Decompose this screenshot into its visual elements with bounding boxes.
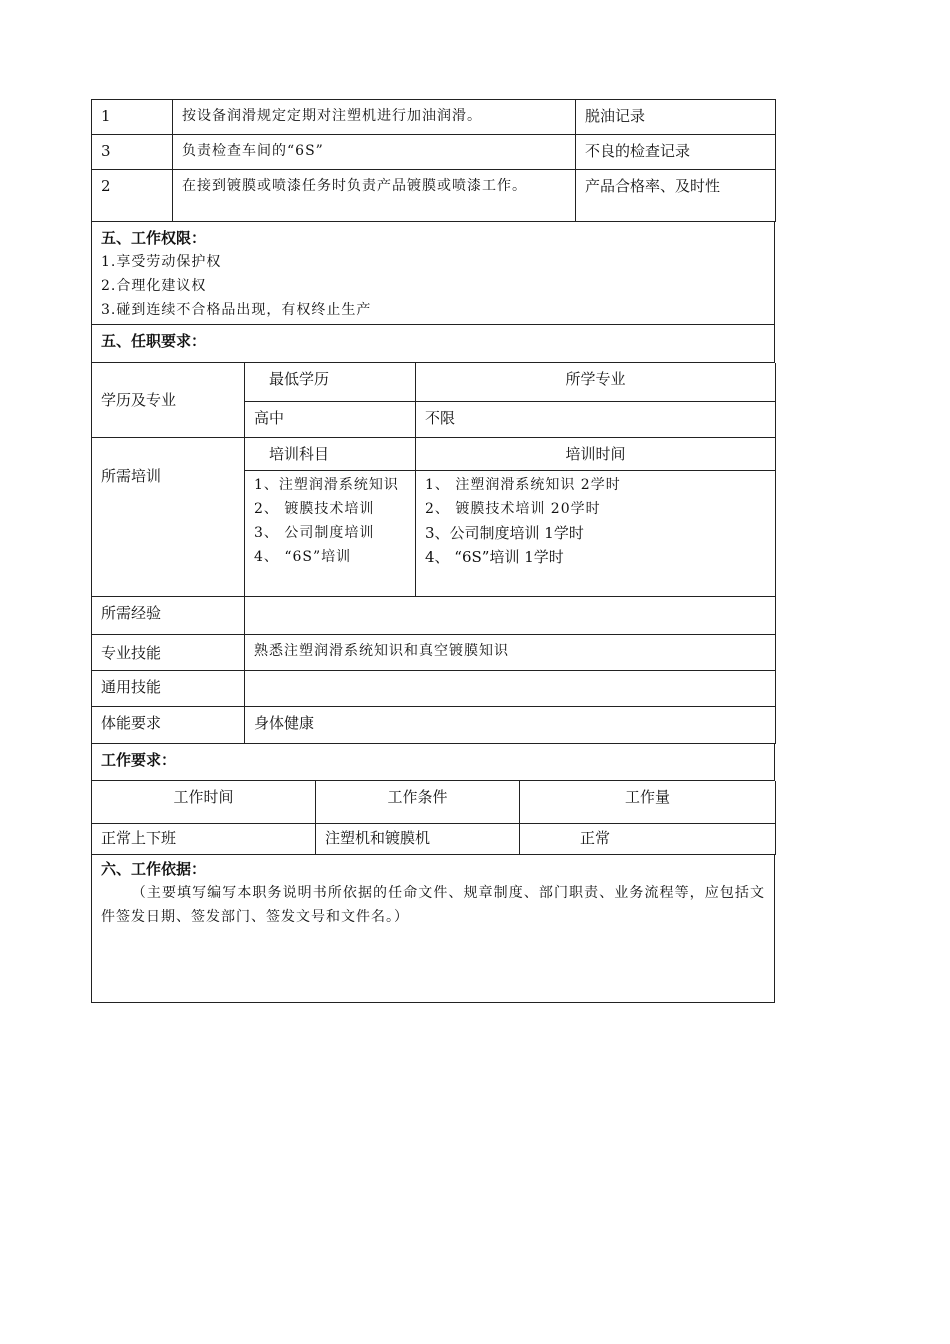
major-header: 所学专业 [416,363,776,401]
work-table [91,781,776,855]
work-header-time: 工作时间 [92,781,316,823]
authority-item: 1.享受劳动保护权 [101,254,222,270]
requirements-table [91,363,776,744]
duties-table [91,99,776,222]
skill-value: 熟悉注塑润滑系统知识和真空镀膜知识 [245,634,776,670]
major-value: 不限 [416,401,776,437]
work-value-amount: 正常 [520,823,776,854]
physical-value: 身体健康 [245,706,776,743]
training-subjects [245,470,416,596]
general-value [245,670,776,706]
experience-value [245,596,776,634]
subject-header: 培训科目 [245,437,416,470]
duty-content: 按设备润滑规定定期对注塑机进行加油润滑。 [173,100,576,135]
basis-text: （主要填写编写本职务说明书所依据的任命文件、规章制度、部门职责、业务流程等，应包括文件签发日期、签发部门、签发文号和文件名。） [101,884,765,925]
list-item: 2、 镀膜技术培训 [254,500,375,517]
authority-title: 五、工作权限： [101,229,207,247]
time-header: 培训时间 [416,437,776,470]
work-header-condition: 工作条件 [316,781,520,823]
work-value-time: 正常上下班 [92,823,316,854]
table-row [92,100,776,135]
experience-label: 所需经验 [92,596,245,634]
training-label: 所需培训 [92,437,245,596]
training-times [416,470,776,596]
min-edu-header: 最低学历 [245,363,416,401]
duty-number: 1 [92,100,173,135]
duty-content: 负责检查车间的“6S” [173,135,576,170]
table-row [92,135,776,170]
duty-standard: 脱油记录 [576,100,776,135]
min-edu-value: 高中 [245,401,416,437]
duty-number: 3 [92,135,173,170]
list-item: 2、 镀膜技术培训 20学时 [425,500,601,517]
list-item: 4、 “6S”培训 1学时 [425,547,564,566]
duty-content: 在接到镀膜或喷漆任务时负责产品镀膜或喷漆工作。 [173,170,576,222]
requirements-title: 五、任职要求： [92,325,775,363]
list-item: 3、公司制度培训 1学时 [425,523,584,542]
basis-section [91,855,775,1004]
work-header-amount: 工作量 [520,781,776,823]
work-value-condition: 注塑机和镀膜机 [316,823,520,854]
work-section [91,744,775,782]
duty-number: 2 [92,170,173,222]
work-title: 工作要求： [92,744,775,781]
list-item: 3、 公司制度培训 [254,524,375,541]
duty-standard: 产品合格率、及时性 [576,170,776,222]
authority-section [91,222,775,363]
basis-title: 六、工作依据： [101,859,207,878]
list-item: 1、注塑润滑系统知识 [254,476,399,493]
duty-standard: 不良的检查记录 [576,135,776,170]
list-item: 1、 注塑润滑系统知识 2学时 [425,476,621,493]
job-description-document [91,99,775,1003]
education-label: 学历及专业 [92,363,245,437]
general-label: 通用技能 [92,670,245,706]
authority-item: 2.合理化建议权 [101,278,207,294]
physical-label: 体能要求 [92,706,245,743]
table-row [92,170,776,222]
authority-item: 3.碰到连续不合格品出现，有权终止生产 [101,302,372,318]
skill-label: 专业技能 [92,634,245,670]
list-item: 4、 “6S”培训 [254,548,352,565]
